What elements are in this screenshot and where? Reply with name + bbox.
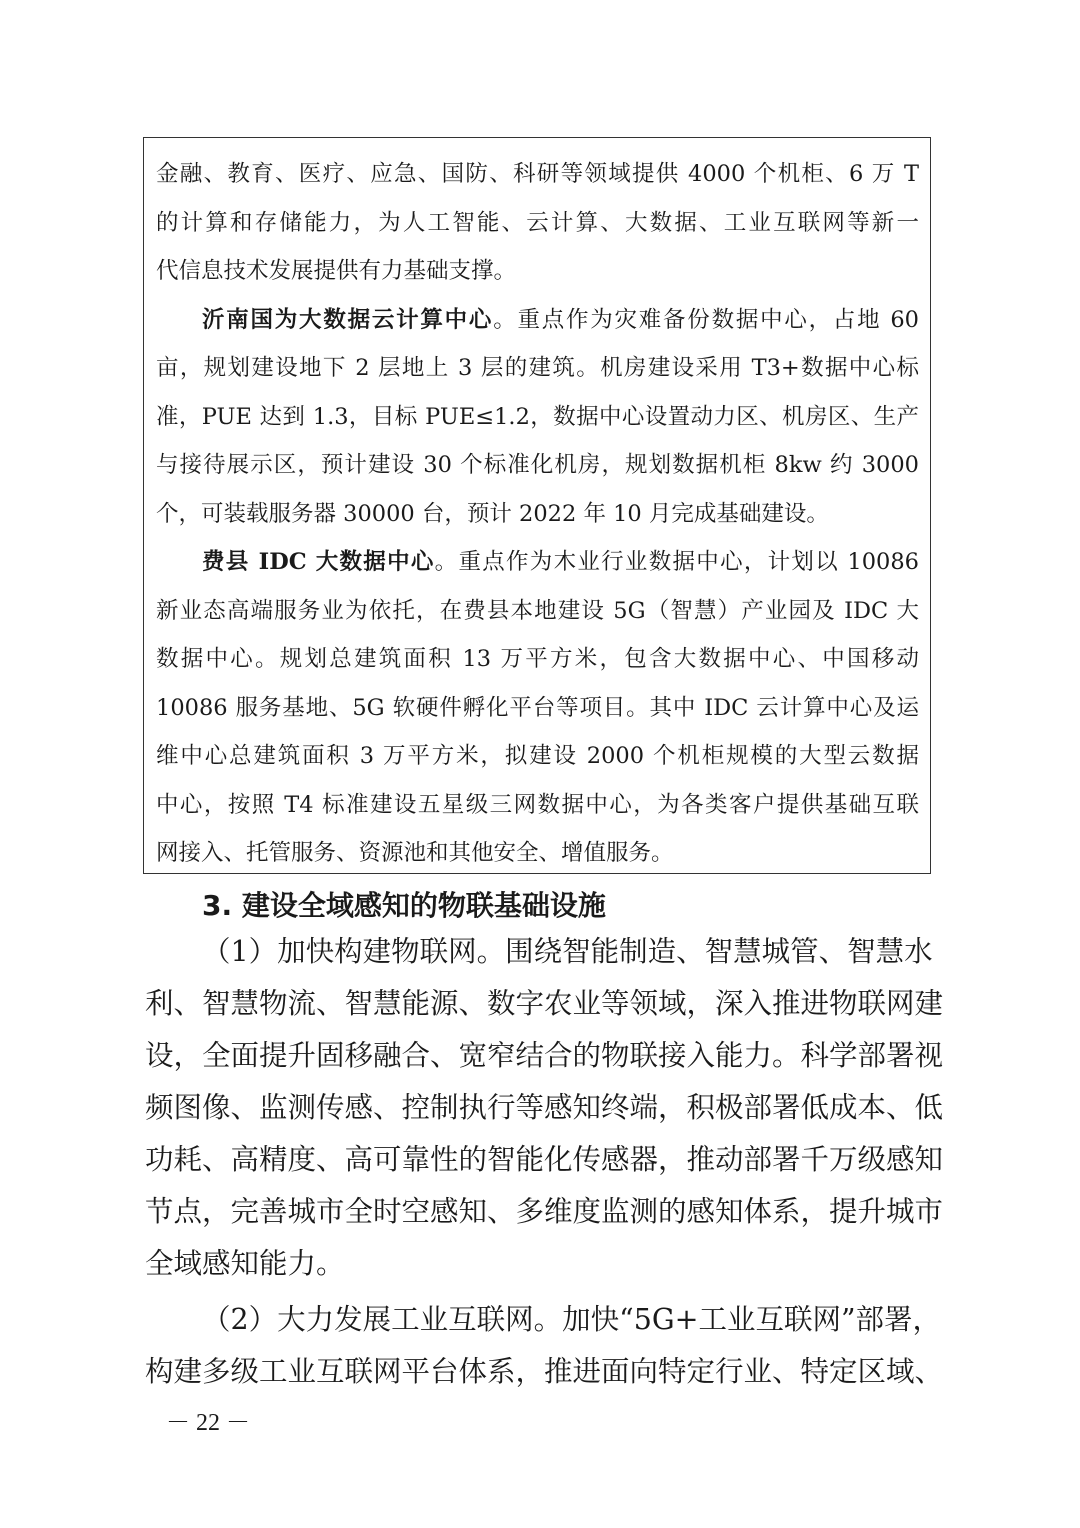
box-text-line: 亩，规划建设地下 2 层地上 3 层的建筑。机房建设采用 T3+数据中心标 bbox=[156, 355, 919, 381]
box-text-line: 网接入、托管服务、资源池和其他安全、增值服务。 bbox=[156, 840, 674, 866]
box-text-line: 10086 服务基地、5G 软硬件孵化平台等项目。其中 IDC 云计算中心及运 bbox=[156, 694, 919, 721]
body-text-line: 全域感知能力。 bbox=[145, 1247, 345, 1280]
body-text-line: 设，全面提升固移融合、宽窄结合的物联接入能力。科学部署视 bbox=[145, 1039, 944, 1072]
box-text-line: 与接待展示区，预计建设 30 个标准化机房，规划数据机柜 8kw 约 3000 bbox=[156, 452, 919, 478]
box-text-line: 金融、教育、医疗、应急、国防、科研等领域提供 4000 个机柜、6 万 T bbox=[156, 161, 919, 187]
box-paragraph-feixian-first-line bbox=[156, 538, 919, 587]
body-text-line: 构建多级工业互联网平台体系，推进面向特定行业、特定区域、 bbox=[145, 1355, 944, 1388]
feixian-idc-title: 费县 IDC 大数据中心 bbox=[202, 549, 435, 575]
box-text-line: 的计算和存储能力，为人工智能、云计算、大数据、工业互联网等新一 bbox=[156, 209, 919, 236]
box-paragraph-yinan-first-line bbox=[156, 296, 919, 345]
body-text-line: （2）大力发展工业互联网。加快“5G+工业互联网”部署， bbox=[202, 1303, 942, 1336]
box-text-line: 新业态高端服务业为依托，在费县本地建设 5G（智慧）产业园及 IDC 大 bbox=[156, 597, 919, 624]
yinan-first-line-text: 。重点作为灾难备份数据中心，占地 60 bbox=[493, 306, 919, 333]
section-heading: 3. 建设全域感知的物联基础设施 bbox=[202, 889, 606, 922]
feixian-first-line-text: 。重点作为木业行业数据中心，计划以 10086 bbox=[434, 549, 919, 575]
body-text-line: 利、智慧物流、智慧能源、数字农业等领域，深入推进物联网建 bbox=[145, 987, 944, 1020]
body-text-line: （1）加快构建物联网。围绕智能制造、智慧城管、智慧水 bbox=[202, 935, 933, 968]
page-number: － 22 － bbox=[166, 1410, 250, 1436]
box-text-line: 中心，按照 T4 标准建设五星级三网数据中心，为各类客户提供基础互联 bbox=[156, 791, 919, 818]
body-text-line: 节点，完善城市全时空感知、多维度监测的感知体系，提升城市 bbox=[145, 1195, 944, 1228]
boxed-text-panel bbox=[143, 137, 931, 874]
box-text-line: 准，PUE 达到 1.3，目标 PUE≤1.2，数据中心设置动力区、机房区、生产 bbox=[156, 403, 919, 430]
box-text-line: 数据中心。规划总建筑面积 13 万平方米，包含大数据中心、中国移动 bbox=[156, 646, 919, 672]
body-text-line: 功耗、高精度、高可靠性的智能化传感器，推动部署千万级感知 bbox=[145, 1143, 944, 1176]
body-text-line: 频图像、监测传感、控制执行等感知终端，积极部署低成本、低 bbox=[145, 1091, 944, 1124]
yinan-data-center-title: 沂南国为大数据云计算中心 bbox=[202, 306, 494, 333]
box-text-line: 代信息技术发展提供有力基础支撑。 bbox=[156, 258, 517, 284]
box-text-line: 个，可装载服务器 30000 台，预计 2022 年 10 月完成基础建设。 bbox=[156, 500, 829, 527]
box-text-line: 维中心总建筑面积 3 万平方米，拟建设 2000 个机柜规模的大型云数据 bbox=[156, 743, 919, 769]
